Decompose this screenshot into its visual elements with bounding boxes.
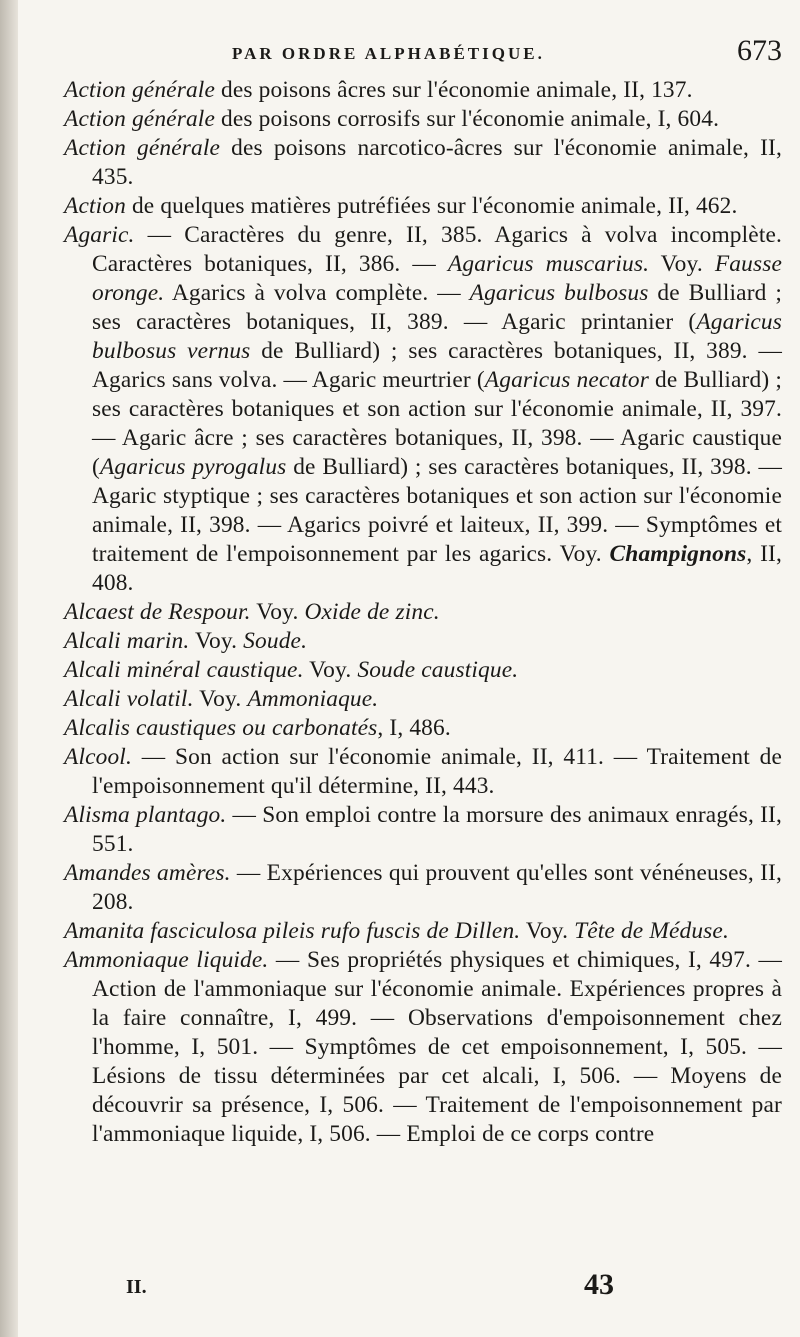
- running-title: PAR ORDRE ALPHABÉTIQUE.: [232, 44, 545, 63]
- entry-term: Alcalis caustiques ou carbonatés: [64, 715, 378, 741]
- entry-text: — Ses propriétés physiques et chimiques, I, 497. — Action de l'ammoniaque sur l'économie animale. Expériences propres à la faire connaître, I, 499. — Observations d'empoisonnement chez l'homme, I, 501. — Symptômes de cet empoisonnement, I, 505. — Lésions de tissu déterminées par cet alcali, I, 506. — Moyens de découvrir sa présence, I, 506. — Traitement de l'empoisonnement par l'ammoniaque liquide, I, 506. — Emploi de ce corps contre: [92, 947, 782, 1147]
- entry-text: de Bulliard) ; ses caractères botaniques et son action sur l'économie animale, II, 397. — Agaric âcre ; ses caractères botaniques, II, 398. — Agaric caustique (: [92, 367, 782, 480]
- index-entry: [64, 946, 782, 1149]
- entry-text: , I, 486.: [377, 715, 451, 741]
- entry-italic-text: Fausse oronge.: [92, 251, 783, 306]
- index-entry: [64, 76, 782, 105]
- entry-italic-text: Agaricus muscarius.: [447, 251, 650, 277]
- book-page: [18, 0, 800, 1337]
- entry-text: Voy.: [520, 918, 575, 944]
- index-entry: [64, 598, 782, 627]
- entry-text: des poisons âcres sur l'économie animale, II, 137.: [215, 77, 693, 103]
- entry-term: Action: [64, 193, 126, 219]
- entry-term: Action générale: [64, 77, 215, 103]
- entry-italic-text: Agaricus bulbosus vernus: [92, 309, 782, 364]
- page-footer: [64, 1268, 782, 1308]
- entry-text: Voy.: [649, 251, 715, 277]
- entry-text: — Son emploi contre la morsure des animaux enragés, II, 551.: [92, 802, 782, 857]
- index-entry: [64, 627, 782, 656]
- entry-text: — Son action sur l'économie animale, II, 411. — Traitement de l'empoisonnement qu'il détermine, II, 443.: [92, 744, 782, 799]
- entry-term: Action générale: [64, 135, 221, 161]
- book-gutter: [0, 0, 18, 1337]
- index-entry: [64, 656, 782, 685]
- entry-italic-text: Agaricus necator: [484, 367, 649, 393]
- index-entry: [64, 917, 782, 946]
- running-head: [64, 32, 782, 76]
- index-entry: [64, 192, 782, 221]
- entry-text: Voy.: [250, 599, 305, 625]
- entry-term: Action générale: [64, 106, 215, 132]
- index-entry: [64, 714, 782, 743]
- entry-text: , II, 408.: [92, 541, 782, 596]
- volume-signature: II.: [126, 1276, 147, 1298]
- entry-term: Alcaest de Respour.: [64, 599, 251, 625]
- entry-text: de quelques matières putréfiées sur l'économie animale, II, 462.: [125, 193, 738, 219]
- entry-italic-text: Agaricus bulbosus: [469, 280, 649, 306]
- entry-text: de Bulliard) ; ses caractères botaniques, II, 389. — Agarics sans volva. — Agaric meurtrier (: [92, 338, 782, 393]
- index-entries: [64, 76, 782, 1149]
- entry-term: Agaric.: [64, 222, 135, 248]
- index-entry: [64, 743, 782, 801]
- sheet-number: 43: [584, 1268, 614, 1301]
- entry-text: Agarics à volva complète. —: [164, 280, 470, 306]
- index-entry: [64, 685, 782, 714]
- index-entry: [64, 801, 782, 859]
- entry-italic-text: Agaricus pyrogalus: [99, 454, 287, 480]
- entry-term: Amanita fasciculosa pileis rufo fuscis de Dillen.: [64, 918, 521, 944]
- entry-term: Alcali marin.: [64, 628, 190, 654]
- index-entry: [64, 859, 782, 917]
- entry-text: — Expériences qui prouvent qu'elles sont vénéneuses, II, 208.: [92, 860, 782, 915]
- entry-italic-text: Soude caustique.: [357, 657, 519, 683]
- entry-text: Voy.: [303, 657, 358, 683]
- entry-term: Alcool.: [64, 744, 132, 770]
- entry-italic-text: Soude.: [243, 628, 308, 654]
- entry-italic-text: Champignons: [609, 541, 747, 567]
- entry-text: des poisons narcotico-âcres sur l'économie animale, II, 435.: [92, 135, 782, 190]
- index-entry: [64, 105, 782, 134]
- entry-text: Voy.: [193, 686, 248, 712]
- index-entry: [64, 221, 782, 598]
- entry-term: Alcali volatil.: [64, 686, 194, 712]
- entry-text: des poisons corrosifs sur l'économie animale, I, 604.: [215, 106, 720, 132]
- entry-italic-text: Oxide de zinc.: [304, 599, 440, 625]
- entry-term: Ammoniaque liquide.: [64, 947, 269, 973]
- page-number: 673: [737, 34, 782, 67]
- entry-italic-text: Ammoniaque.: [247, 686, 379, 712]
- entry-text: de Bulliard ; ses caractères botaniques, II, 389. — Agaric printanier (: [92, 280, 782, 335]
- entry-text: — Caractères du genre, II, 385. Agarics à volva incomplète. Caractères botaniques, II, 386. —: [92, 222, 782, 277]
- entry-text: Voy.: [189, 628, 244, 654]
- entry-term: Amandes amères.: [64, 860, 231, 886]
- entry-term: Alisma plantago.: [64, 802, 227, 828]
- index-entry: [64, 134, 782, 192]
- entry-italic-text: Tête de Méduse.: [574, 918, 729, 944]
- entry-term: Alcali minéral caustique.: [64, 657, 304, 683]
- entry-text: de Bulliard) ; ses caractères botaniques, II, 398. — Agaric styptique ; ses caractères botaniques et son action sur l'économie animale, II, 398. — Agarics poivré et laiteux, II, 399. — Symptômes et traitement de l'empoisonnement par les agarics. Voy.: [92, 454, 782, 567]
